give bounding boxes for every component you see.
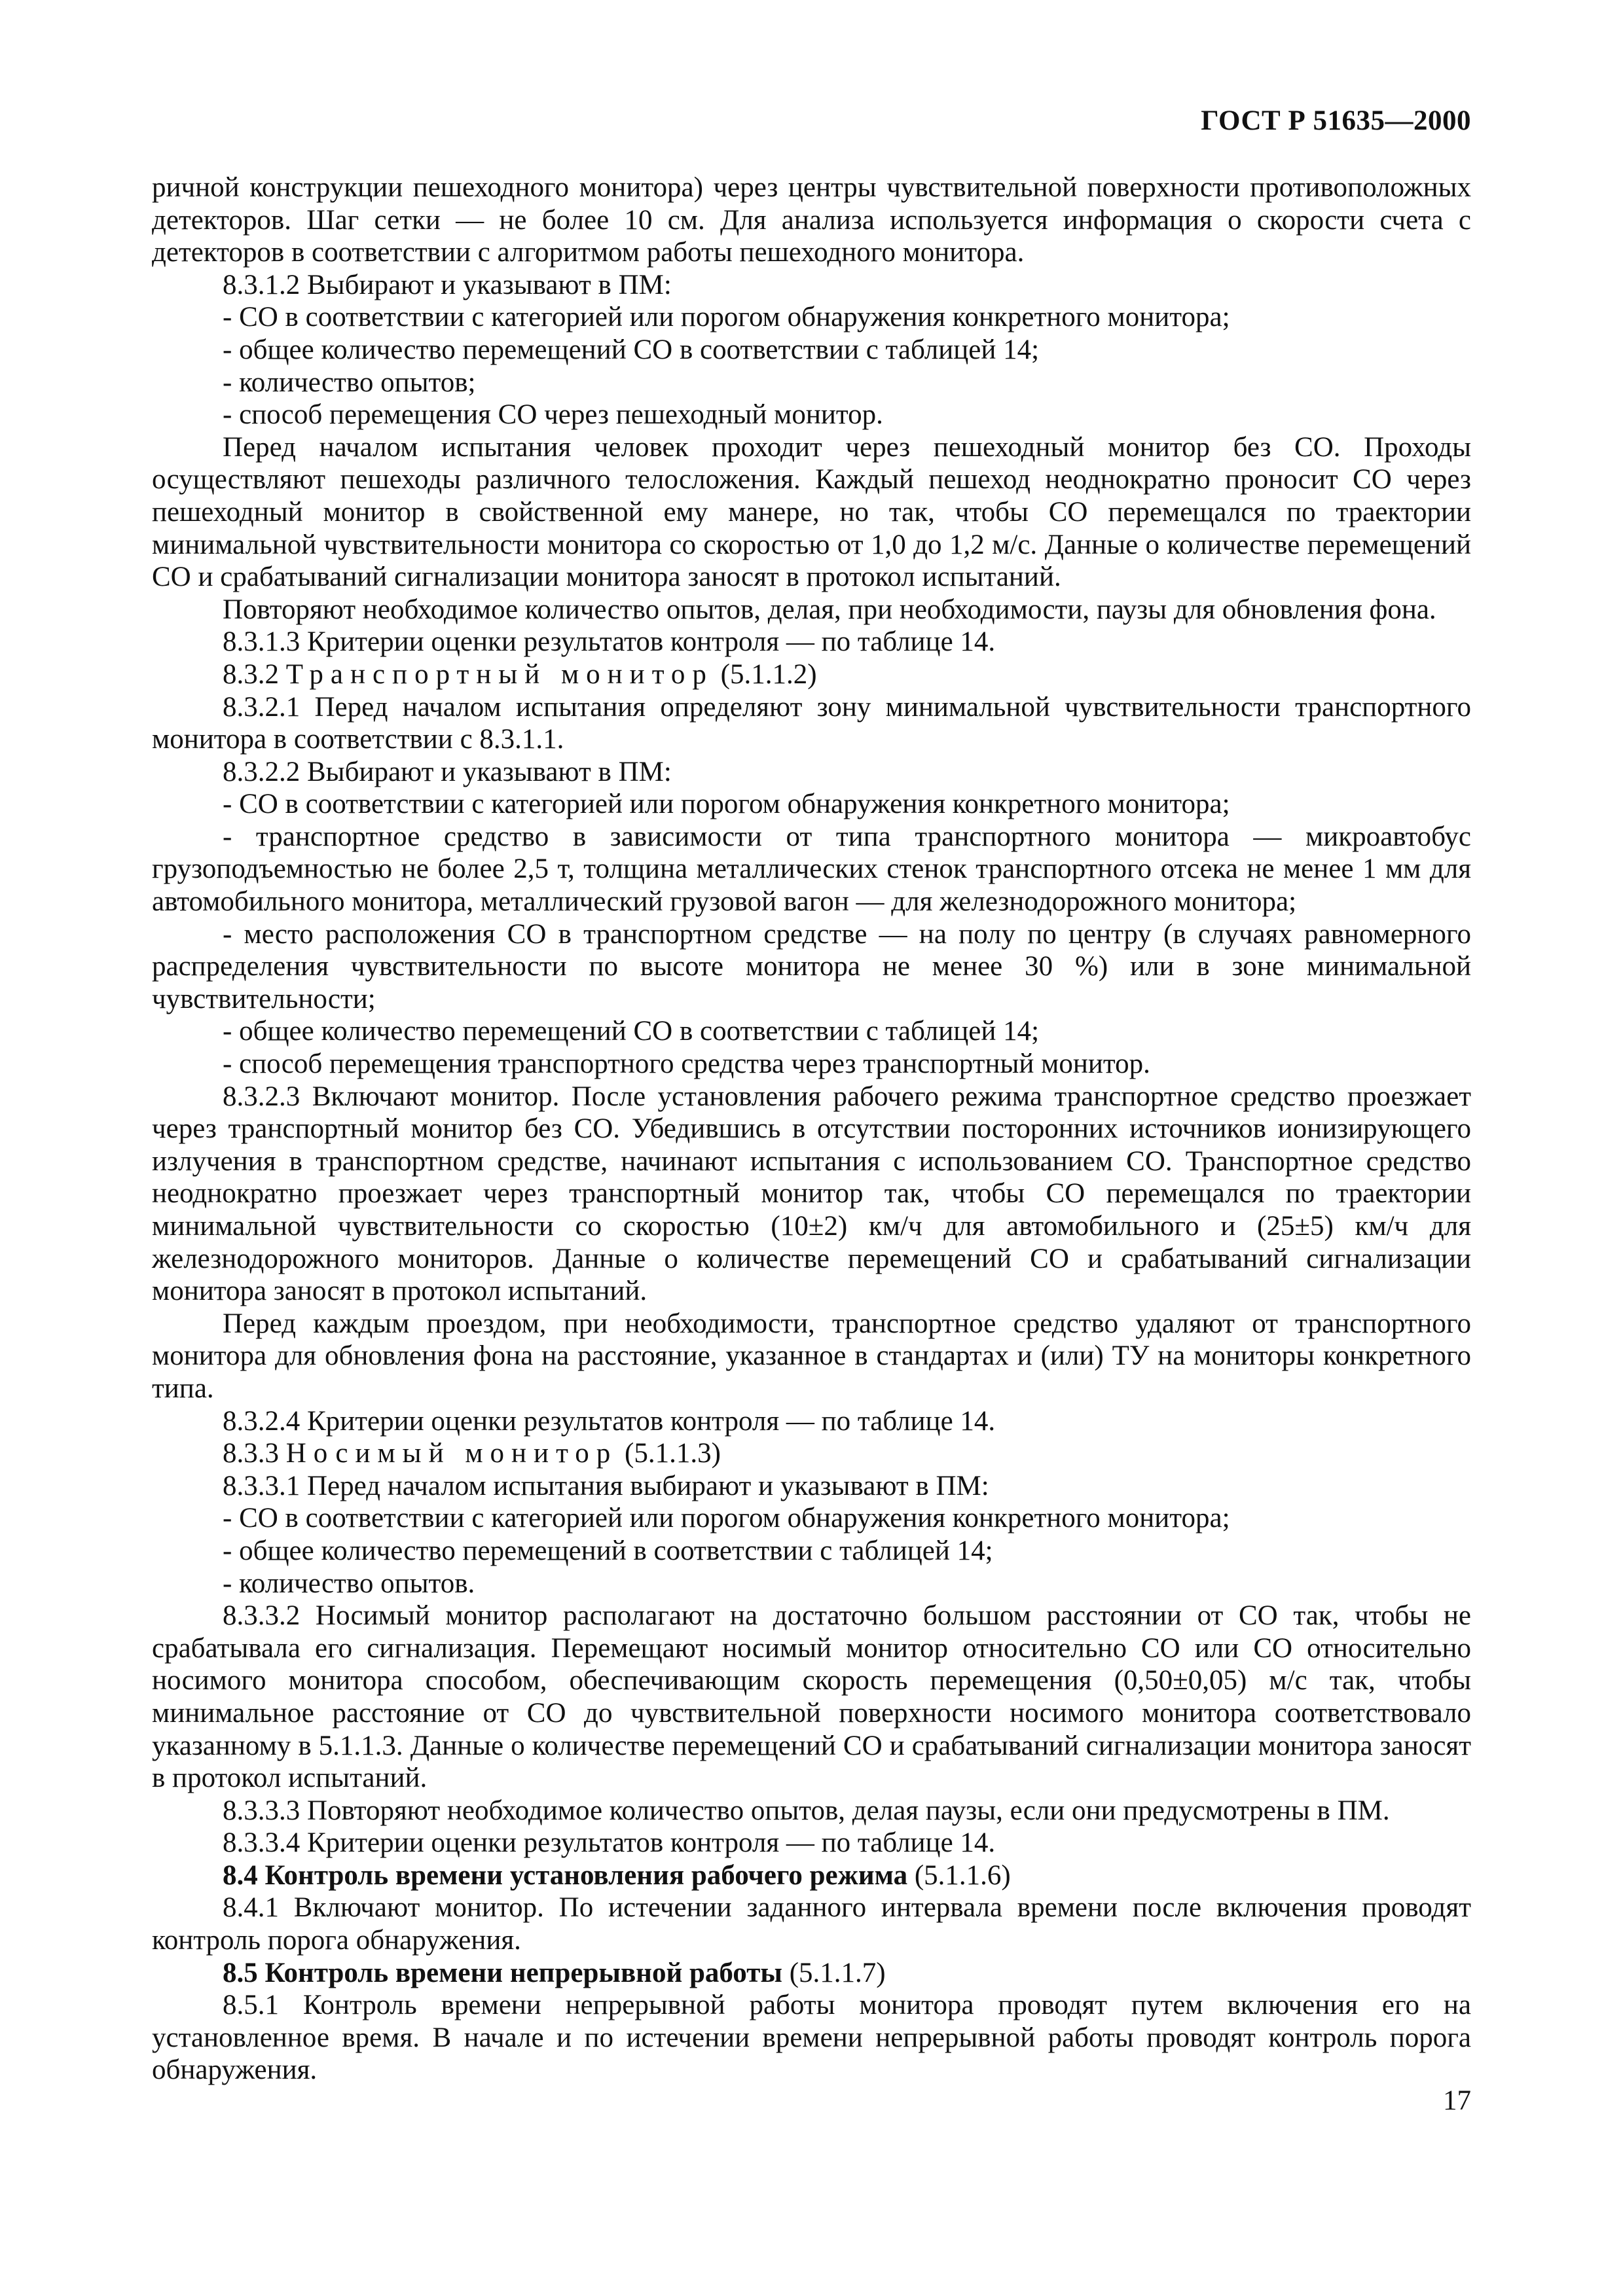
paragraph: Перед каждым проездом, при необходимости, транспортное средство удаляют от транспортного монитора для обновления фона на расстояние, указанное в стандартах и (или) ТУ на мониторы конкретного типа. — [152, 1308, 1471, 1404]
section-title: Транспортный монитор — [285, 658, 714, 690]
section-heading-8-3-2 — [152, 658, 1471, 691]
clause-8-3-3-2: 8.3.3.2 Носимый монитор располагают на достаточно большом расстоянии от СО так, чтобы не срабатывала его сигнализация. Перемещают носимый монитор относительно СО или СО относительно носимого монитора способом, обеспечивающим скорость перемещения (0,50±0,05) м/с так, чтобы минимальное расстояние от СО до чувствительной поверхности носимого монитора соответствовало указанному в 5.1.1.3. Данные о количестве перемещений СО и срабатываний сигнализации монитора заносят в протокол испытаний. — [152, 1600, 1471, 1794]
section-heading-8-4 — [152, 1859, 1471, 1892]
section-reference: (5.1.1.7) — [789, 1957, 886, 1988]
clause-8-3-3-3: 8.3.3.3 Повторяют необходимое количество опытов, делая паузы, если они предусмотрены в ПМ. — [223, 1795, 1390, 1826]
clause-8-4-1: 8.4.1 Включают монитор. По истечении заданного интервала времени после включения проводят контроль порога обнаружения. — [152, 1892, 1471, 1956]
section-reference: (5.1.1.3) — [625, 1438, 721, 1469]
list-item: - СО в соответствии с категорией или порогом обнаружения конкретного монитора; — [223, 302, 1230, 333]
section-title: Носимый монитор — [285, 1438, 618, 1469]
section-reference: (5.1.1.6) — [914, 1859, 1011, 1891]
list-item: - количество опытов; — [223, 367, 476, 398]
section-heading-8-5 — [152, 1957, 1471, 1990]
list-item: - СО в соответствии с категорией или порогом обнаружения конкретного монитора; — [223, 789, 1230, 820]
page-number: 17 — [1443, 2085, 1471, 2116]
clause-8-3-2-2: 8.3.2.2 Выбирают и указывают в ПМ: — [223, 756, 672, 787]
list-item: - количество опытов. — [223, 1568, 475, 1599]
list-item: - общее количество перемещений СО в соответствии с таблицей 14; — [223, 1016, 1040, 1047]
section-title: 8.5 Контроль времени непрерывной работы — [223, 1957, 782, 1988]
standard-header: ГОСТ Р 51635—2000 — [1201, 105, 1471, 136]
section-reference: (5.1.1.2) — [720, 658, 817, 690]
clause-8-3-2-4: 8.3.2.4 Критерии оценки результатов контроля — по таблице 14. — [223, 1405, 996, 1437]
document-body — [152, 171, 1471, 2087]
paragraph: Повторяют необходимое количество опытов, делая, при необходимости, паузы для обновления фона. — [223, 594, 1436, 625]
section-number: 8.3.3 — [223, 1438, 279, 1469]
list-item: - СО в соответствии с категорией или порогом обнаружения конкретного монитора; — [223, 1503, 1230, 1534]
clause-8-3-3-4: 8.3.3.4 Критерии оценки результатов контроля — по таблице 14. — [223, 1827, 996, 1859]
list-item: - способ перемещения транспортного средства через транспортный монитор. — [223, 1049, 1150, 1080]
section-number: 8.3.2 — [223, 658, 279, 690]
list-item: - общее количество перемещений в соответствии с таблицей 14; — [223, 1535, 993, 1566]
clause-8-3-2-3: 8.3.2.3 Включают монитор. После установления рабочего режима транспортное средство проезжает через транспортный монитор без СО. Убедившись в отсутствии посторонних источников ионизирующего излучения в транспортном средстве, начинают испытания с использованием СО. Транспортное средство неоднократно проезжает через транспортный монитор так, чтобы СО перемещался по траектории минимальной чувствительности со скоростью (10±2) км/ч для автомобильного и (25±5) км/ч для железнодорожного мониторов. Данные о количестве перемещений СО и срабатываний сигнализации монитора заносят в протокол испытаний. — [152, 1081, 1471, 1307]
list-item: - способ перемещения СО через пешеходный монитор. — [223, 399, 883, 431]
clause-8-3-1-2: 8.3.1.2 Выбирают и указывают в ПМ: — [223, 269, 672, 300]
list-item: - общее количество перемещений СО в соответствии с таблицей 14; — [223, 334, 1040, 365]
section-heading-8-3-3 — [152, 1437, 1471, 1470]
clause-8-3-1-3: 8.3.1.3 Критерии оценки результатов контроля — по таблице 14. — [223, 626, 996, 658]
clause-8-3-2-1: 8.3.2.1 Перед началом испытания определяют зону минимальной чувствительности транспортного монитора в соответствии с 8.3.1.1. — [152, 691, 1471, 755]
clause-8-3-3-1: 8.3.3.1 Перед началом испытания выбирают и указывают в ПМ: — [223, 1470, 989, 1501]
clause-8-5-1: 8.5.1 Контроль времени непрерывной работы монитора проводят путем включения его на установленное время. В начале и по истечении времени непрерывной работы проводят контроль порога обнаружения. — [152, 1990, 1471, 2086]
list-item: - транспортное средство в зависимости от типа транспортного монитора — микроавтобус грузоподъемностью не более 2,5 т, толщина металлических стенок транспортного отсека не менее 1 мм для автомобильного монитора, металлический грузовой вагон — для железнодорожного монитора; — [152, 821, 1471, 918]
section-title: 8.4 Контроль времени установления рабочего режима — [223, 1859, 908, 1891]
paragraph: ричной конструкции пешеходного монитора) через центры чувствительной поверхности противоположных детекторов. Шаг сетки — не более 10 см. Для анализа используется информация о скорости счета с детекторов в соответствии с алгоритмом работы пешеходного монитора. — [152, 172, 1471, 268]
paragraph: Перед началом испытания человек проходит через пешеходный монитор без СО. Проходы осуществляют пешеходы различного телосложения. Каждый пешеход неоднократно проносит СО через пешеходный монитор в свойственной ему манере, но так, чтобы СО перемещался по траектории минимальной чувствительности монитора со скоростью от 1,0 до 1,2 м/с. Данные о количестве перемещений СО и срабатываний сигнализации монитора заносят в протокол испытаний. — [152, 431, 1471, 593]
list-item: - место расположения СО в транспортном средстве — на полу по центру (в случаях равномерного распределения чувствительности по высоте монитора не менее 30 %) или в зоне минимальной чувствительности; — [152, 918, 1471, 1014]
